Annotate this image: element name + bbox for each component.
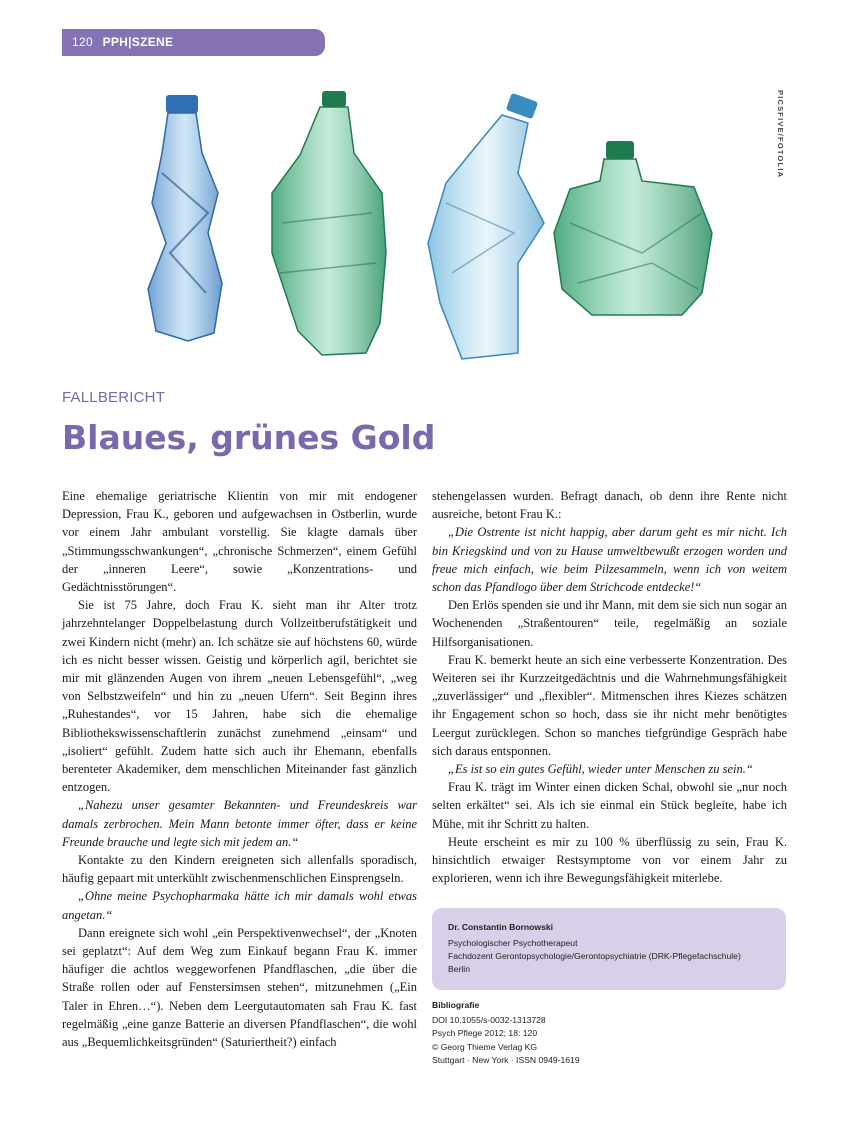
copyright-line: © Georg Thieme Verlag KG	[432, 1041, 538, 1052]
paragraph: Frau K. trägt im Winter einen dicken Schal, obwohl sie „nur noch selten erkältet“ sei. Als ich sie einmal ein Stück begleite, habe ich Mühe, mit ihr Schritt zu halten.	[432, 780, 787, 831]
author-city: Berlin	[448, 964, 470, 974]
author-affiliation: Fachdozent Gerontopsychologie/Gerontopsychiatrie (DRK-Pflegefachschule)	[448, 951, 741, 961]
author-box	[432, 908, 786, 990]
quote-paragraph: „Nahezu unser gesamter Bekannten- und Freundeskreis war damals zerbrochen. Mein Mann betonte immer öfter, dass er keine Freunde brauche und legte sich mit jedem an.“	[62, 798, 417, 849]
paragraph: Frau K. bemerkt heute an sich eine verbesserte Konzentration. Des Weiteren sei ihr Kurzzeitgedächtnis und die Wahrnehmungsfähigkeit „zuverlässiger“ und „flexibler“. Mitmenschen ihres Kiezes schätzen ihr Engagement schon so hoch, dass sie ihr nicht mehr benötigtes Leergut zurücklegen. Schon so manches tiefgründige Gespräch habe sich daraus entsponnen.	[432, 652, 787, 758]
place-line: Stuttgart · New York · ISSN 0949-1619	[432, 1054, 580, 1065]
quote-paragraph: „Ohne meine Psychopharmaka hätte ich mir damals wohl etwas angetan.“	[62, 889, 417, 922]
article-title: Blaues, grünes Gold	[62, 418, 436, 457]
author-title: Psychologischer Psychotherapeut	[448, 938, 578, 948]
hero-image	[122, 83, 728, 365]
squashed-green-bottle-icon	[554, 141, 712, 315]
paragraph: Kontakte zu den Kindern ereigneten sich allenfalls sporadisch, häufig gepaart mit unterkühlt zwischenmenschlichen Einsprengseln.	[62, 853, 417, 886]
paragraph: stehengelassen wurden. Befragt danach, ob denn ihre Rente nicht ausreiche, betont Frau K.:	[432, 489, 787, 522]
paragraph: Dann ereignete sich wohl „ein Perspektivenwechsel“, der „Knoten sei geplatzt“: Auf dem Weg zum Einkauf begann Frau K. immer häufiger die achtlos weggeworfenen Pfandflaschen, „die über die Straße rollen oder auf Fenstersimsen stehen“, mitzunehmen („Ein Taler in Ehren…“). Neben dem Leergutautomaten sah Frau K. fast regelmäßig „eine ganze Batterie an diversen Pfandflaschen“, die wohl aus „Bequemlichkeitsgründen“ (Saturiertheit?) einfach	[62, 925, 417, 1050]
green-bottle-icon	[272, 91, 386, 355]
author-name: Dr. Constantin Bornowski	[448, 922, 554, 932]
blue-bottle-icon	[148, 95, 222, 341]
page-header-bar	[62, 29, 325, 56]
right-column	[432, 487, 787, 887]
light-blue-bottle-icon	[428, 93, 544, 359]
paragraph: Den Erlös spenden sie und ihr Mann, mit dem sie sich nun sogar an Wochenenden „Straßentouren“ teile, regelmäßig an soziale Hilfsorganisationen.	[432, 598, 787, 649]
paragraph: Heute erscheint es mir zu 100 % überflüssig zu sein, Frau K. hinsichtlich etwaiger Restsymptome von vor einem Jahr zu explorieren, wenn ich ihre Bewegungsfähigkeit miterlebe.	[432, 834, 787, 886]
photo-credit: PICSFIVE/FOTOLIA	[776, 90, 785, 179]
paragraph: Sie ist 75 Jahre, doch Frau K. sieht man ihr Alter trotz jahrzehntelanger Doppelbelastung durch Vollzeitberufstätigkeit und zwei Kindern nicht (mehr) an. Ich schätze sie auf höchstens 60, würde ich es nicht besser wissen. Geistig und körperlich agil, berichtet sie mir mit glänzenden Augen von ihrem „neuen Lebensgefühl“, „weg von Selbstzweifeln“ und hin zu „neuen Ufern“. Seit Beginn ihres „Ruhestandes“, vor 15 Jahren, habe sich die ehemalige Bibliothekswissenschaftlerin zunächst zunehmend „einsam“ und „isoliert“ gefühlt. Zudem hatte sich auch ihr Ehemann, ebenfalls berenteter Akademiker, dem menschlichen Miteinander fast gänzlich entzogen.	[62, 598, 417, 795]
journal-line: Psych Pflege 2012; 18: 120	[432, 1028, 538, 1039]
quote-paragraph: „Es ist so ein gutes Gefühl, wieder unter Menschen zu sein.“	[448, 762, 753, 777]
page-number: 120	[72, 35, 93, 49]
doi-line: DOI 10.1055/s-0032-1313728	[432, 1015, 546, 1026]
section-label: PPH|SZENE	[102, 35, 174, 49]
article-kicker: FALLBERICHT	[62, 389, 166, 406]
paragraph: Eine ehemalige geriatrische Klientin von mir mit endogener Depression, Frau K., geboren und aufgewachsen in Ostberlin, wurde vor einem Jahr ambulant vorstellig. Sie klagte damals über „Stimmungsschwankungen“, „chronische Schmerzen“, einem Gefühl der „inneren Leere“, sowie „Konzentrations- und Gedächtnisstörungen“.	[62, 489, 417, 595]
crushed-bottles-illustration	[122, 83, 728, 365]
bibliography-heading: Bibliografie	[432, 1000, 480, 1010]
bibliography	[432, 999, 786, 1067]
left-column	[62, 487, 417, 1051]
quote-paragraph: „Die Ostrente ist nicht happig, aber darum geht es mir nicht. Ich bin Kriegskind und von zu Hause umweltbewußt erzogen worden und freue mich einfach, wie beim Pilzesammeln, wenn ich von weitem schon das Pfandlogo über dem Strichcode entdecke!“	[432, 525, 787, 595]
